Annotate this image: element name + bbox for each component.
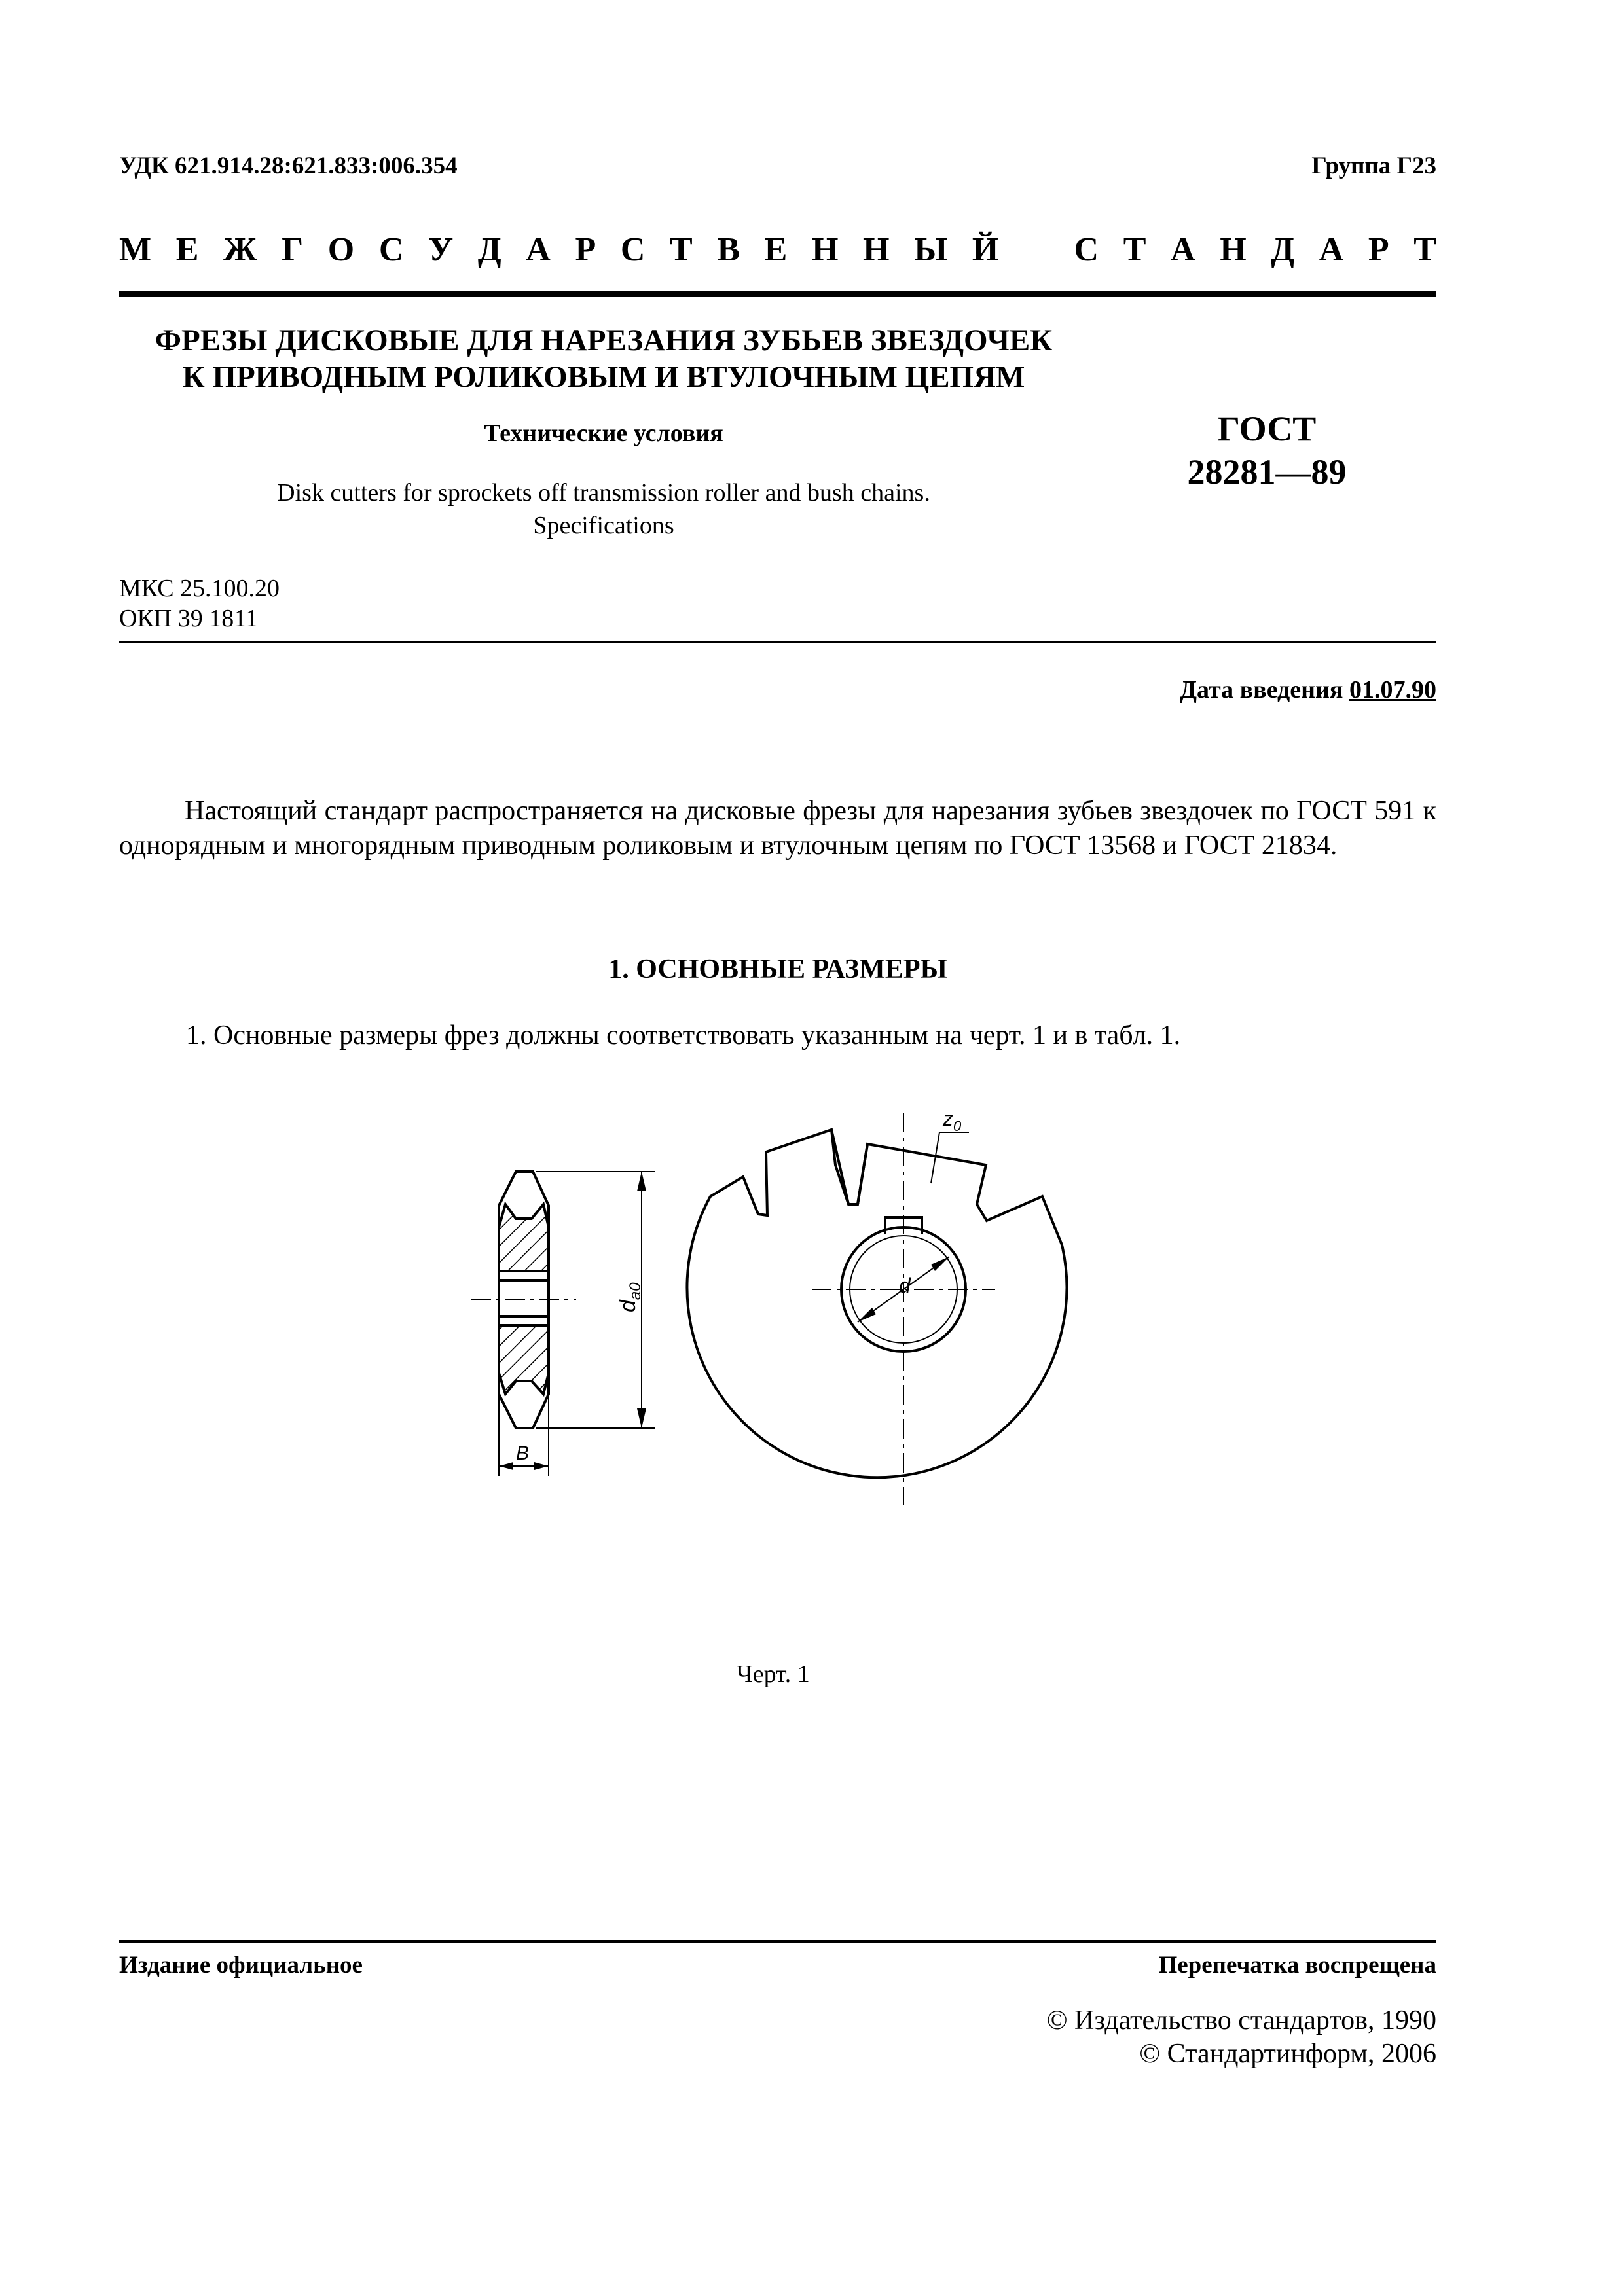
cutter-front-outline xyxy=(687,1130,1067,1477)
intro-date-value: 01.07.90 xyxy=(1349,676,1436,704)
heading-letter: Г xyxy=(282,231,304,268)
z0-label: $z_0$ xyxy=(943,1107,962,1134)
udk-code: УДК 621.914.28:621.833:006.354 xyxy=(119,152,458,179)
b-arrow-right xyxy=(534,1462,549,1470)
cutter-section-view xyxy=(471,1172,655,1476)
heading-letter: Т xyxy=(1413,231,1436,268)
copyright-2006: © Стандартинформ, 2006 xyxy=(1139,2039,1436,2069)
gost-number: 28281—89 xyxy=(1187,452,1347,492)
heading-letter: Д xyxy=(477,231,501,268)
heading-letter: А xyxy=(1319,231,1344,268)
cutter-front-view xyxy=(687,1107,1073,1505)
b-label: B xyxy=(516,1443,530,1464)
heading-letter: Н xyxy=(863,231,890,268)
intro-paragraph: Настоящий стандарт распространяется на дисковые фрезы для нарезания зубьев звездочек по ГОСТ 591 к однорядным и многорядным приводным роликовым и втулочным цепям по ГОСТ 13568 и ГОСТ 21834. xyxy=(119,796,1436,861)
heading-letter: Т xyxy=(1123,231,1146,268)
copyright-1990: © Издательство стандартов, 1990 xyxy=(1046,2005,1436,2036)
heading-gap xyxy=(1023,230,1049,269)
d-arrow-left xyxy=(858,1308,876,1322)
heading-letter: А xyxy=(526,231,551,268)
codes-rule xyxy=(119,641,1436,643)
english-title-line-2: Specifications xyxy=(533,512,674,539)
heading-letter: А xyxy=(1171,231,1195,268)
heading-letter: В xyxy=(717,231,740,268)
header-rule xyxy=(119,291,1436,297)
b-arrow-left xyxy=(499,1462,513,1470)
da0-label: $d_{a0}$ xyxy=(615,1282,644,1312)
da0-arrow-top xyxy=(637,1172,646,1191)
intro-date xyxy=(1180,675,1436,704)
gost-designation xyxy=(1142,407,1391,493)
title-line-1: ФРЕЗЫ ДИСКОВЫЕ ДЛЯ НАРЕЗАНИЯ ЗУБЬЕВ ЗВЕЗДОЧЕК xyxy=(155,323,1053,357)
heading-letter: Р xyxy=(575,231,596,268)
tooth-face-2 xyxy=(831,1130,848,1204)
heading-letter: С xyxy=(620,231,646,268)
item-1: 1. Основные размеры фрез должны соответствовать указанным на черт. 1 и в табл. 1. xyxy=(186,1020,1181,1050)
mks-code: МКС 25.100.20 xyxy=(119,575,280,602)
upper-section-hatch xyxy=(499,1204,549,1271)
cutter-drawing xyxy=(445,1100,1133,1623)
figure-caption: Черт. 1 xyxy=(737,1660,810,1688)
section-title: 1. ОСНОВНЫЕ РАЗМЕРЫ xyxy=(608,954,947,984)
heading-letter: С xyxy=(1074,231,1099,268)
okp-code: ОКП 39 1811 xyxy=(119,605,258,632)
reprint-prohibited: Перепечатка воспрещена xyxy=(1158,1952,1436,1979)
english-title-line-1: Disk cutters for sprockets off transmission roller and bush chains. xyxy=(277,479,930,507)
document-title xyxy=(119,322,1088,395)
d-arrow-right xyxy=(931,1257,949,1271)
group-code: Группа Г23 xyxy=(1311,152,1436,179)
heading-letter: С xyxy=(378,231,404,268)
document-subtitle: Технические условия xyxy=(484,420,723,447)
heading-letter: Р xyxy=(1368,231,1389,268)
heading-letter: Д xyxy=(1271,231,1295,268)
da0-arrow-bottom xyxy=(637,1408,646,1428)
intro-date-label: Дата введения xyxy=(1179,676,1343,704)
heading-letter: Т xyxy=(670,231,693,268)
heading-letter: Н xyxy=(811,231,839,268)
classification-codes xyxy=(119,573,280,634)
title-line-2: К ПРИВОДНЫМ РОЛИКОВЫМ И ВТУЛОЧНЫМ ЦЕПЯМ xyxy=(182,360,1025,394)
tooth-face-1 xyxy=(858,1144,867,1204)
english-title xyxy=(119,476,1088,542)
heading-letter: Ж xyxy=(223,231,257,268)
heading-letter: Й xyxy=(972,231,999,268)
heading-letter: Е xyxy=(764,231,788,268)
heading-letter: М xyxy=(119,231,152,268)
heading-letter: Е xyxy=(175,231,199,268)
heading-letter: У xyxy=(428,231,454,268)
heading-letter: Ы xyxy=(914,231,948,268)
footer-rule xyxy=(119,1940,1436,1943)
d-label: d xyxy=(899,1274,911,1297)
heading-letter: Н xyxy=(1220,231,1247,268)
gost-label: ГОСТ xyxy=(1217,409,1317,448)
heading-letter: О xyxy=(327,231,355,268)
official-edition: Издание официальное xyxy=(119,1952,363,1979)
lower-section-hatch xyxy=(499,1325,549,1394)
standard-type-heading xyxy=(119,230,1436,269)
